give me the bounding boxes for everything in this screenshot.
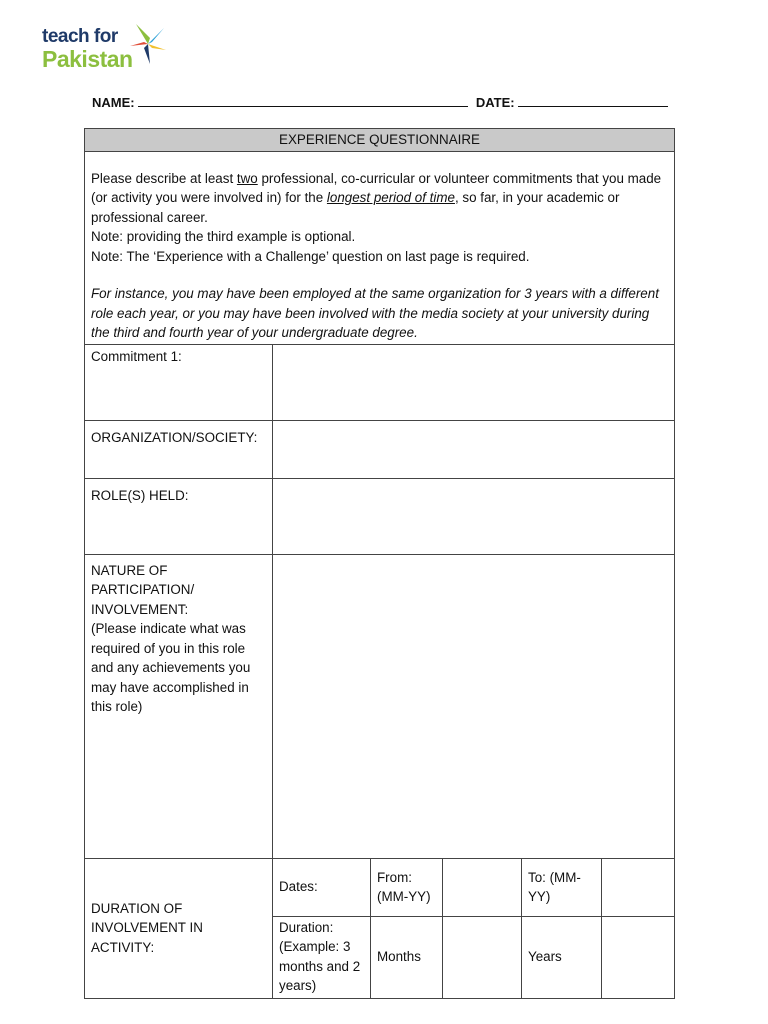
nature-answer[interactable] <box>273 554 675 858</box>
years-field[interactable] <box>602 916 675 998</box>
nature-note: (Please indicate what was required of you in this role and any achievements you may have accomplished in this role) <box>91 621 251 714</box>
instructions-cell <box>85 151 675 344</box>
years-label: Years <box>522 916 602 998</box>
commitment-answer[interactable] <box>273 344 675 420</box>
star-icon <box>128 22 168 66</box>
name-date-line <box>92 94 672 110</box>
months-label: Months <box>371 916 443 998</box>
logo-line2: Pakistan <box>42 46 133 72</box>
roles-answer[interactable] <box>273 478 675 554</box>
experience-questionnaire-table <box>84 128 675 999</box>
roles-label: ROLE(S) HELD: <box>85 478 273 554</box>
date-label: DATE: <box>475 95 515 110</box>
organization-label: ORGANIZATION/SOCIETY: <box>85 420 273 478</box>
date-field[interactable] <box>518 94 668 107</box>
instructions-paragraph: Please describe at least two professional, co-curricular or volunteer commitments that you made (or activity you were involved in) for the longest period of time, so far, in your academic or professional career. <box>91 170 662 225</box>
note-required: Note: The ‘Experience with a Challenge’ question on last page is required. <box>91 248 530 264</box>
months-field[interactable] <box>443 916 522 998</box>
duration-example-label: Duration: (Example: 3 months and 2 years) <box>273 916 371 998</box>
commitment-label: Commitment 1: <box>85 344 273 420</box>
dates-label: Dates: <box>273 858 371 916</box>
from-field[interactable] <box>443 858 522 916</box>
logo-line1: teach for <box>42 26 118 47</box>
questionnaire-title: EXPERIENCE QUESTIONNAIRE <box>85 129 675 152</box>
to-field[interactable] <box>602 858 675 916</box>
organization-answer[interactable] <box>273 420 675 478</box>
nature-label <box>85 554 273 858</box>
teach-for-pakistan-logo <box>40 22 165 74</box>
name-field[interactable] <box>138 94 468 107</box>
duration-label: DURATION OF INVOLVEMENT IN ACTIVITY: <box>85 858 273 998</box>
to-label: To: (MM-YY) <box>522 858 602 916</box>
nature-title: NATURE OF PARTICIPATION/ INVOLVEMENT: <box>91 562 195 617</box>
name-label: NAME: <box>92 95 135 110</box>
note-optional: Note: providing the third example is optional. <box>91 229 356 244</box>
from-label: From: (MM-YY) <box>371 858 443 916</box>
example-text: For instance, you may have been employed at the same organization for 3 years with a different role each year, or you may have been involved with the media society at your university during the third and fourth year of your undergraduate degree. <box>91 286 659 340</box>
